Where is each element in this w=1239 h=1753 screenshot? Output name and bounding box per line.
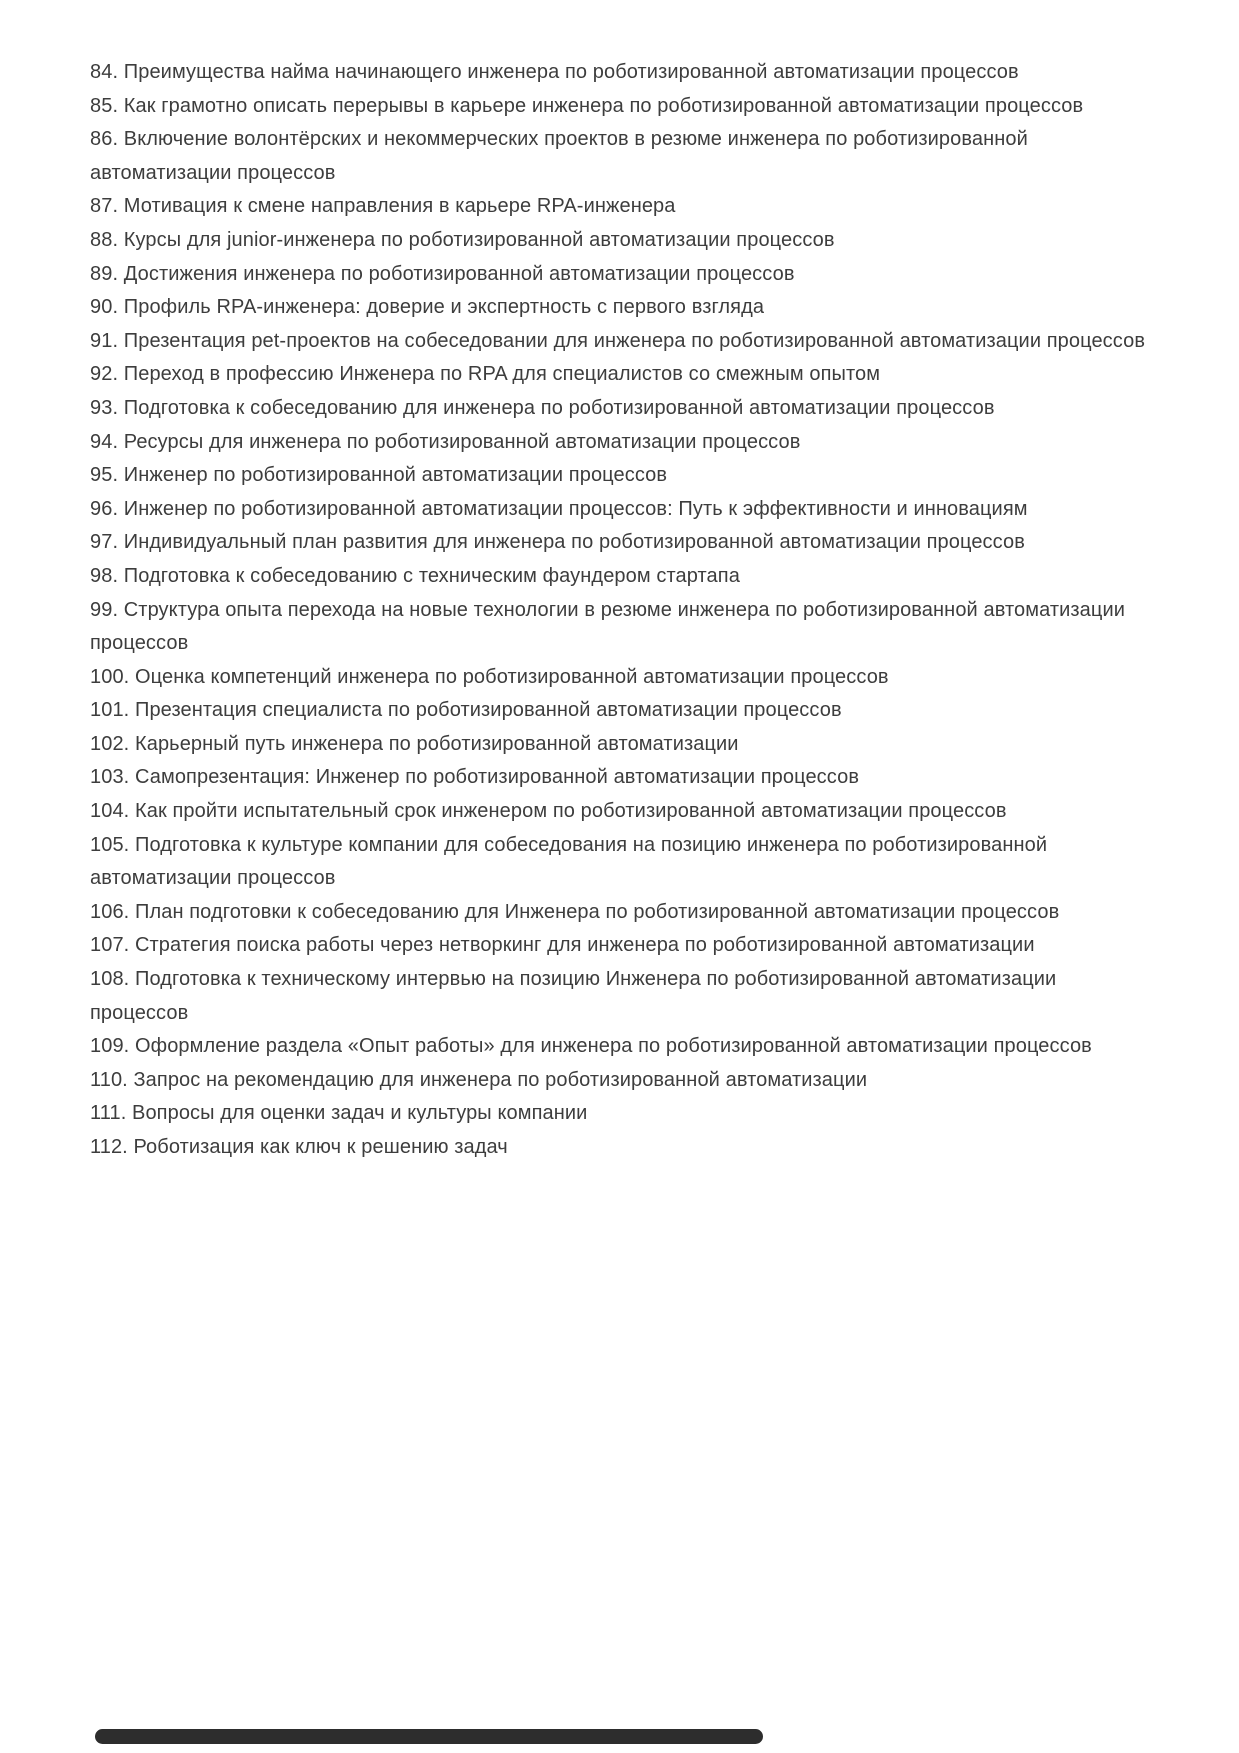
list-item: 99. Структура опыта перехода на новые технологии в резюме инженера по роботизированной автоматизации процессов xyxy=(90,598,1125,655)
list-item: 97. Индивидуальный план развития для инженера по роботизированной автоматизации процессов xyxy=(90,531,1025,554)
list-item: 111. Вопросы для оценки задач и культуры компании xyxy=(90,1102,588,1125)
list-item: 87. Мотивация к смене направления в карьере RPA-инженера xyxy=(90,195,676,218)
list-item: 105. Подготовка к культуре компании для собеседования на позицию инженера по роботизированной автоматизации процессов xyxy=(90,833,1048,890)
list-item: 92. Переход в профессию Инженера по RPA для специалистов со смежным опытом xyxy=(90,363,881,386)
list-item: 88. Курсы для junior-инженера по роботизированной автоматизации процессов xyxy=(90,228,835,251)
list-item: 85. Как грамотно описать перерывы в карьере инженера по роботизированной автоматизации процессов xyxy=(90,94,1084,117)
list-item: 104. Как пройти испытательный срок инженером по роботизированной автоматизации процессов xyxy=(90,800,1007,823)
list-item: 94. Ресурсы для инженера по роботизированной автоматизации процессов xyxy=(90,430,801,453)
list-item: 86. Включение волонтёрских и некоммерческих проектов в резюме инженера по роботизированной автоматизации процессов xyxy=(90,128,1028,184)
list-item: 107. Стратегия поиска работы через нетворкинг для инженера по роботизированной автоматизации xyxy=(90,934,1035,957)
list-item: 90. Профиль RPA-инженера: доверие и экспертность с первого взгляда xyxy=(90,296,765,319)
list-item: 96. Инженер по роботизированной автоматизации процессов: Путь к эффективности и инновациям xyxy=(90,497,1028,520)
list-item: 84. Преимущества найма начинающего инженера по роботизированной автоматизации процессов xyxy=(90,61,1019,83)
list-item: 98. Подготовка к собеседованию с техническим фаундером стартапа xyxy=(90,564,740,587)
list-item: 108. Подготовка к техническому интервью на позицию Инженера по роботизированной автоматизации процессов xyxy=(90,968,1057,1024)
list-item: 110. Запрос на рекомендацию для инженера по роботизированной автоматизации xyxy=(90,1068,868,1091)
list-item: 100. Оценка компетенций инженера по роботизированной автоматизации процессов xyxy=(90,665,889,688)
list-item: 95. Инженер по роботизированной автоматизации процессов xyxy=(90,464,668,487)
list-item: 102. Карьерный путь инженера по роботизированной автоматизации xyxy=(90,732,739,755)
horizontal-scrollbar-thumb[interactable] xyxy=(95,1729,763,1744)
list-item: 106. План подготовки к собеседованию для Инженера по роботизированной автоматизации процессов xyxy=(90,900,1060,923)
numbered-title-list xyxy=(90,56,1153,1165)
list-item: 93. Подготовка к собеседованию для инженера по роботизированной автоматизации процессов xyxy=(90,396,995,419)
list-item: 91. Презентация pet-проектов на собеседовании для инженера по роботизированной автоматизации процессов xyxy=(90,329,1146,352)
list-item: 103. Самопрезентация: Инженер по роботизированной автоматизации процессов xyxy=(90,766,860,789)
list-item: 89. Достижения инженера по роботизированной автоматизации процессов xyxy=(90,262,795,285)
list-item: 101. Презентация специалиста по роботизированной автоматизации процессов xyxy=(90,699,842,722)
list-item: 112. Роботизация как ключ к решению задач xyxy=(90,1136,508,1158)
list-item: 109. Оформление раздела «Опыт работы» для инженера по роботизированной автоматизации процессов xyxy=(90,1035,1092,1058)
